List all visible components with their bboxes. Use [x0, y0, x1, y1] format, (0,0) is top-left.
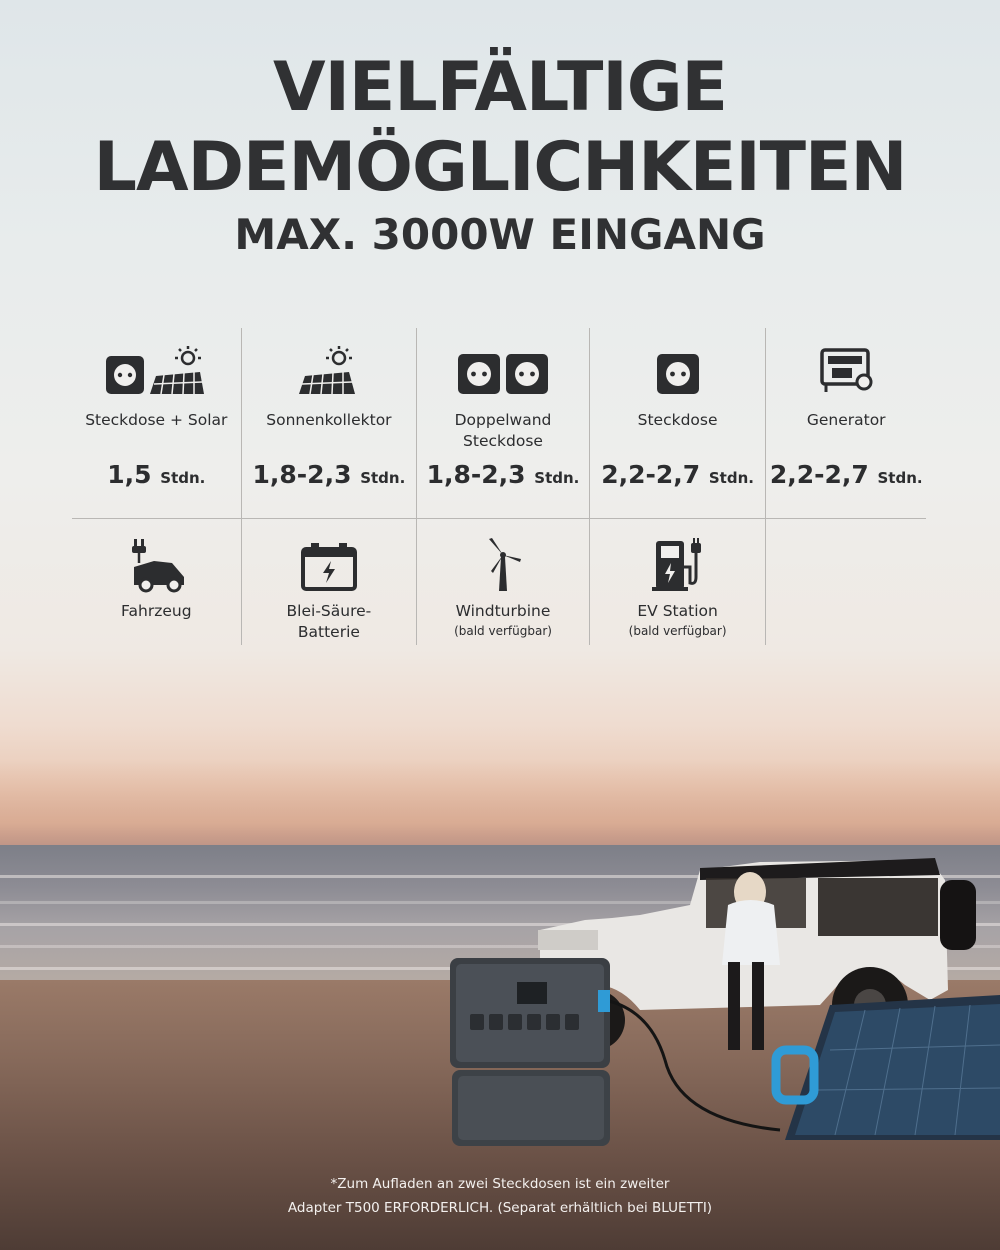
option-solar-panel: [242, 328, 418, 518]
double-socket-icon: [417, 346, 589, 396]
option-label: Steckdose: [637, 411, 718, 429]
option-lead-acid-battery: [242, 519, 418, 645]
charge-time: 1,5 Stdn.: [107, 460, 206, 489]
solar-panel-illustration: [776, 995, 1000, 1140]
availability-note: (bald verfügbar): [628, 624, 727, 638]
option-double-wall-socket: [417, 328, 590, 518]
charge-time: 1,8-2,3 Stdn.: [252, 460, 406, 489]
option-ev-station: [590, 519, 767, 645]
option-label: Blei-Säure- Batterie: [286, 602, 372, 641]
empty-cell: [766, 519, 926, 645]
generator-icon: [766, 346, 926, 396]
headline-line-1: VIELFÄLTIGE: [272, 48, 727, 127]
socket-icon: [590, 346, 766, 396]
charge-time: 1,8-2,3 Stdn.: [426, 460, 580, 489]
headline-subtitle: MAX. 3000W EINGANG: [234, 210, 766, 259]
option-label: Sonnenkollektor: [266, 411, 392, 429]
charging-options-row-1: [72, 328, 926, 519]
option-label: Fahrzeug: [121, 602, 192, 620]
socket-solar-icon: [72, 346, 241, 396]
availability-note: (bald verfügbar): [454, 624, 552, 638]
option-label: Steckdose + Solar: [85, 411, 228, 429]
charging-options-grid: [72, 328, 926, 645]
charge-time: 2,2-2,7 Stdn.: [601, 460, 754, 489]
option-label: Generator: [806, 411, 886, 429]
option-label: Windturbine (bald verfügbar): [417, 601, 589, 640]
option-vehicle: [72, 519, 242, 645]
wind-turbine-icon: [417, 537, 589, 593]
solar-panel-icon: [242, 346, 417, 396]
option-wind-turbine: [417, 519, 590, 645]
option-generator: [766, 328, 926, 518]
charge-time: 2,2-2,7 Stdn.: [769, 460, 923, 489]
option-socket-solar: [72, 328, 242, 518]
vehicle-icon: [72, 537, 241, 593]
headline-line-2: LADEMÖGLICHKEITEN: [93, 128, 907, 207]
charging-options-row-2: [72, 519, 926, 645]
option-label: EV Station (bald verfügbar): [590, 601, 766, 640]
ev-station-icon: [590, 537, 766, 593]
footnote: *Zum Aufladen an zwei Steckdosen ist ein zweiter Adapter T500 ERFORDERLICH. (Separat erhältlich bei BLUETTI): [287, 1176, 713, 1216]
car-battery-icon: [242, 537, 417, 593]
power-station-illustration: [450, 958, 610, 1146]
option-socket: [590, 328, 767, 518]
option-label: Doppelwand Steckdose: [454, 411, 552, 450]
